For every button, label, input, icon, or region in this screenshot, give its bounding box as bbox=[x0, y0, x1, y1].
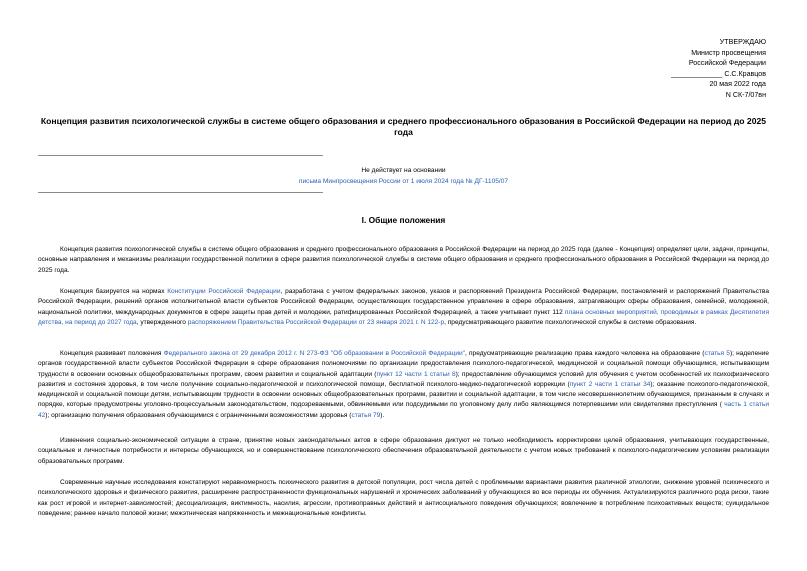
section-title: I. Общие положения bbox=[361, 215, 446, 225]
article-42-link[interactable]: часть 1 статьи 42 bbox=[38, 401, 769, 419]
approval-position: Министр просвещения bbox=[691, 48, 766, 57]
education-law-link[interactable]: Федерального закона от 29 декабря 2012 г. N 273-ФЗ "Об образовании в Российской Федерации" bbox=[163, 350, 466, 357]
document-title: Концепция развития психологической службы в системе общего образования и среднего профессионального образования в Российской Федерации на период до 2025 года bbox=[40, 116, 767, 137]
approval-number: N СК-7/07вн bbox=[725, 90, 766, 99]
paragraph-2: Концепция базируется на нормах Конституции Российской Федерации, разработана с учетом федеральных законов, указов и распоряжений Президента Российской Федерации, постановлений и распоряжений Правительства Российской Федерации, решений органов исполнительной власти субъектов Российской Федерации, осуществляющих государственное управление в сфере образования, затрагивающих сферы образования, семейной, молодежной, национальной политики, международных документов в сфере защиты прав детей и молодежи, ратифицированных Российской Федерацией, а также учитывает пункт 112 плана основных мероприятий, проводимых в рамках Десятилетия детства, на период до 2027 года, утвержденного распоряжением Правительства Российской Федерации от 23 января 2021 г. N 122-р, предусматривающего развитие психологической службы в системе образования. bbox=[38, 288, 769, 326]
article-79-link[interactable]: статья 79 bbox=[351, 411, 381, 419]
paragraph-1: Концепция развития психологической службы в системе общего образования и среднего профессионального образования в Российской Федерации на период до 2025 года (далее - Концепция) определяет цели, задачи, принципы, основные направления и механизмы реализации государственной политики в сфере развития психологической службы в системе общего образования и среднего профессионального образования в Российской Федерации на период до 2025 года. bbox=[38, 246, 769, 274]
approval-heading: УТВЕРЖДАЮ bbox=[719, 38, 766, 46]
approval-country: Российской Федерации bbox=[688, 59, 766, 67]
article-8-link[interactable]: пункт 12 части 1 статьи 8 bbox=[376, 370, 456, 378]
constitution-link[interactable]: Конституции Российской Федерации bbox=[167, 288, 281, 295]
paragraph-3: Концепция развивает положения Федерального закона от 29 декабря 2012 г. N 273-ФЗ "Об образовании в Российской Федерации", предусматривающие реализацию права каждого человека на образование (статья 5); наделение органов государственной власти субъектов Российской Федерации в сфере образования полномочиями по организации предоставления психолого-педагогической, медицинской и социальной помощи обучающимся, испытывающим трудности в освоении основных общеобразовательных программ, своем развитии и социальной адаптации (пункт 12 части 1 статьи 8); предоставление обучающимся условий для обучения с учетом особенностей их психофизического развития и состояния здоровья, в том числе получение социально-педагогической и психологической помощи, бесплатной психолого-медико-педагогической коррекции (пункт 2 части 1 статьи 34); оказание психолого-педагогической, медицинской и социальной помощи детям, испытывающим трудности в освоении основных общеобразовательных программ, развитии и социальной адаптации, в том числе несовершеннолетним обучающимся, признанным в случаях и порядке, которые предусмотрены уголовно-процессуальным законодательством, подозреваемыми, обвиняемыми или подсудимыми по уголовному делу либо являющимся потерпевшими или свидетелями преступления ( часть 1 статьи 42); организацию получения образования обучающимися с ограниченными возможностями здоровья (статья 79). bbox=[38, 350, 769, 419]
divider-top bbox=[38, 155, 323, 156]
notice-link[interactable]: письма Минпросвещения России от 1 июля 2024 года № ДГ-1105/07 bbox=[298, 178, 509, 185]
paragraph-5: Современные научные исследования констатируют неравномерность психического развития в детской популяции, рост числа детей с проблемными вариантами развития различной этиологии, снижение уровней психического и психологического здоровья и физического развития, расширение распространенности функциональных нарушений и хронических заболеваний у обучающихся во все периоды их обучения. Актуализируются различного рода риски, такие как рост игровой и интернет-зависимостей; десоциализация, виктимность, насилия, агрессии, противоправных действий и антисоциального поведения обучающихся; вовлечение в потребление психоактивных веществ; суицидальное поведение; раннее начало половой жизни; межэтническая напряженность и межнациональные конфликты. bbox=[38, 479, 769, 517]
approval-date: 20 мая 2022 года bbox=[709, 80, 766, 88]
article-5-link[interactable]: статья 5 bbox=[704, 350, 730, 357]
paragraph-4: Изменения социально-экономической ситуации в стране, принятие новых законодательных актов в сфере образования диктуют не только необходимость корректировки целей образования, учитывающих государственные, социальные и личностные потребности и интересы обучающихся, но и совершенствование психологического обеспечения образовательной деятельности с учетом новых требований к психолого-педагогическим условиям реализации образовательных программ. bbox=[38, 437, 769, 465]
divider-bottom bbox=[38, 192, 323, 193]
government-order-link[interactable]: распоряжением Правительства Российской Федерации от 23 января 2021 г. N 122-р bbox=[187, 318, 445, 326]
approval-block bbox=[566, 37, 766, 100]
childhood-decade-plan-link[interactable]: плана основных мероприятий, проводимых в рамках Десятилетия детства, на период до 2027 года bbox=[38, 308, 769, 326]
article-34-link[interactable]: пункт 2 части 1 статьи 34 bbox=[569, 380, 651, 388]
notice-link-line bbox=[38, 178, 769, 185]
approval-signature: _____________ С.С.Кравцов bbox=[671, 69, 766, 78]
notice-text: Не действует на основании bbox=[361, 167, 446, 174]
